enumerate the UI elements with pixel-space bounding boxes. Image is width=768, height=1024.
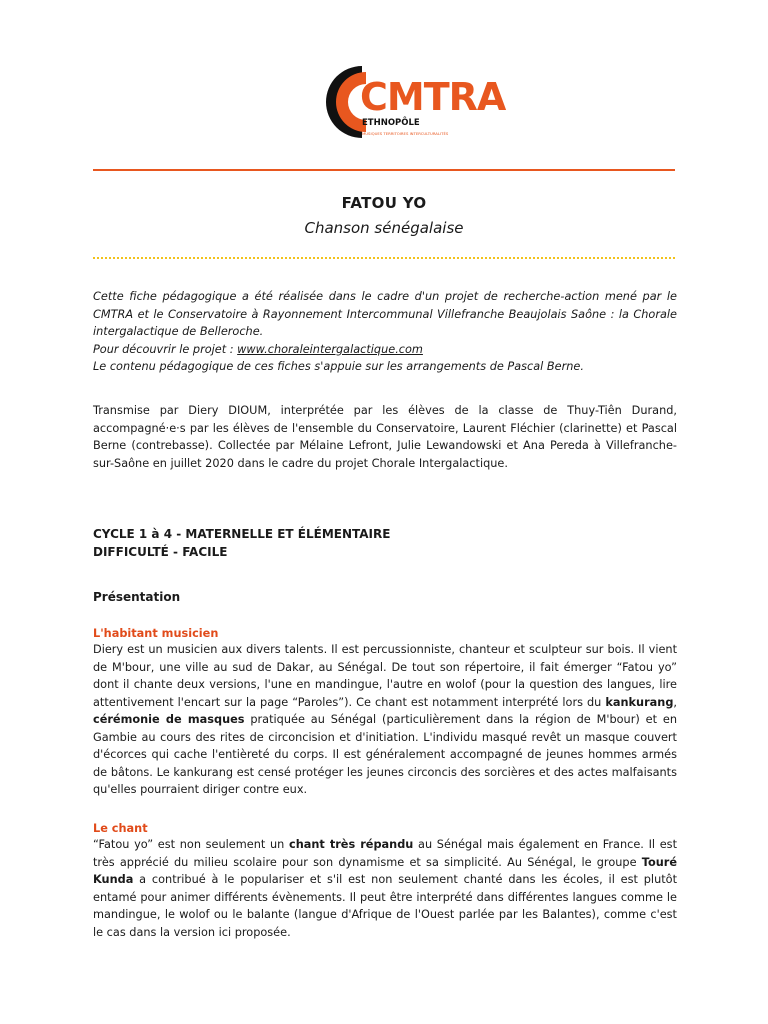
bold-term-ceremony: cérémonie de masques (93, 713, 245, 726)
logo-main-text: CMTRA (360, 75, 506, 119)
section-heading-musician: L'habitant musicien (93, 627, 219, 640)
bold-term-toure-kunda: Touré Kunda (93, 855, 677, 886)
text-run: Diery est un musicien aux divers talents. Il est percussionniste, chanteur et sculpteur sur bois. Il vient de M'bour, une ville au sud de Dakar, au Sénégal. De tout son répertoire, il fait émerger “Fatou yo” dont il chante deux versions, l'une en mandingue, l'autre en wolof (pour la question des langues, lire attentivement l'encart sur la page “Paroles”). Ce chant est notamment interprété lors du (93, 643, 677, 709)
bold-term-widespread: chant très répandu (289, 838, 414, 851)
cmtra-logo (322, 62, 506, 142)
dotted-divider (93, 257, 675, 259)
text-run: pratiquée au Sénégal (particulièrement dans la région de M'bour) et en Gambie au cours des rites de circoncision et d'initiation. L'individu masqué revêt un masque couvert d'écorces qui cache l'entièreté du corps. Il est généralement accompagné de jeunes hommes armés de bâtons. Le kankurang est censé protéger les jeunes circoncis des sorcières et des actes malfaisants qu'elles pourraient diriger contre eux. (93, 713, 677, 796)
project-prefix: Pour découvrir le projet : (93, 342, 238, 356)
top-divider (93, 169, 675, 171)
difficulty-level: DIFFICULTÉ - FACILE (93, 545, 228, 559)
bold-term-kankurang: kankurang (605, 695, 674, 709)
arrangements-text: Le contenu pédagogique de ces fiches s'appuie sur les arrangements de Pascal Berne. (93, 360, 584, 373)
intro-paragraph (93, 288, 677, 376)
logo-ethnopole-text: ETHNOPÔLE (362, 118, 420, 128)
cycle-heading (93, 525, 677, 561)
song-title: FATOU YO (341, 194, 427, 212)
intro-text: Cette fiche pédagogique a été réalisée dans le cadre d'un projet de recherche-action mené par le CMTRA et le Conservatoire à Rayonnement Intercommunal Villefranche Beaujolais Saône : la Chorale intergalactique de Belleroche. (93, 290, 677, 338)
text-run: , (673, 695, 677, 709)
credits-paragraph: Transmise par Diery DIOUM, interprétée par les élèves de la classe de Thuy-Tiên Durand, accompagné·e·s par les élèves de l'ensemble du Conservatoire, Laurent Fléchier (clarinette) et Pascal Berne (contrebasse). Collectée par Mélaine Lefront, Julie Lewandowski et Ana Pereda à Villefranche-sur-Saône en juillet 2020 dans le cadre du projet Chorale Intergalactique. (93, 404, 677, 470)
project-link[interactable]: www.choraleintergalactique.com (237, 342, 423, 356)
section-heading-song: Le chant (93, 822, 148, 835)
text-run: au Sénégal mais également en France. Il est très apprécié du milieu scolaire pour son dynamisme et sa simplicité. Au Sénégal, le groupe (93, 838, 677, 869)
cmtra-logo-graphic (322, 62, 506, 142)
presentation-heading: Présentation (93, 590, 181, 604)
section-paragraph-musician (93, 641, 677, 799)
song-subtitle: Chanson sénégalaise (304, 219, 464, 237)
text-run: a contribué à le populariser et s'il est non seulement chanté dans les écoles, il est plutôt entamé pour animer différents évènements. Il peut être interprété dans différentes langues comme le mandingue, le wolof ou le balante (langue d'Afrique de l'Ouest parlée par les Balantes), comme c'est le cas dans la version ici proposée. (93, 873, 677, 939)
logo-tagline-text: MUSIQUES TERRITOIRES INTERCULTURALITÉS (362, 131, 449, 136)
section-paragraph-song (93, 836, 677, 941)
text-run: “Fatou yo” est non seulement un (93, 838, 289, 851)
cycle-level: CYCLE 1 à 4 - MATERNELLE ET ÉLÉMENTAIRE (93, 527, 391, 541)
